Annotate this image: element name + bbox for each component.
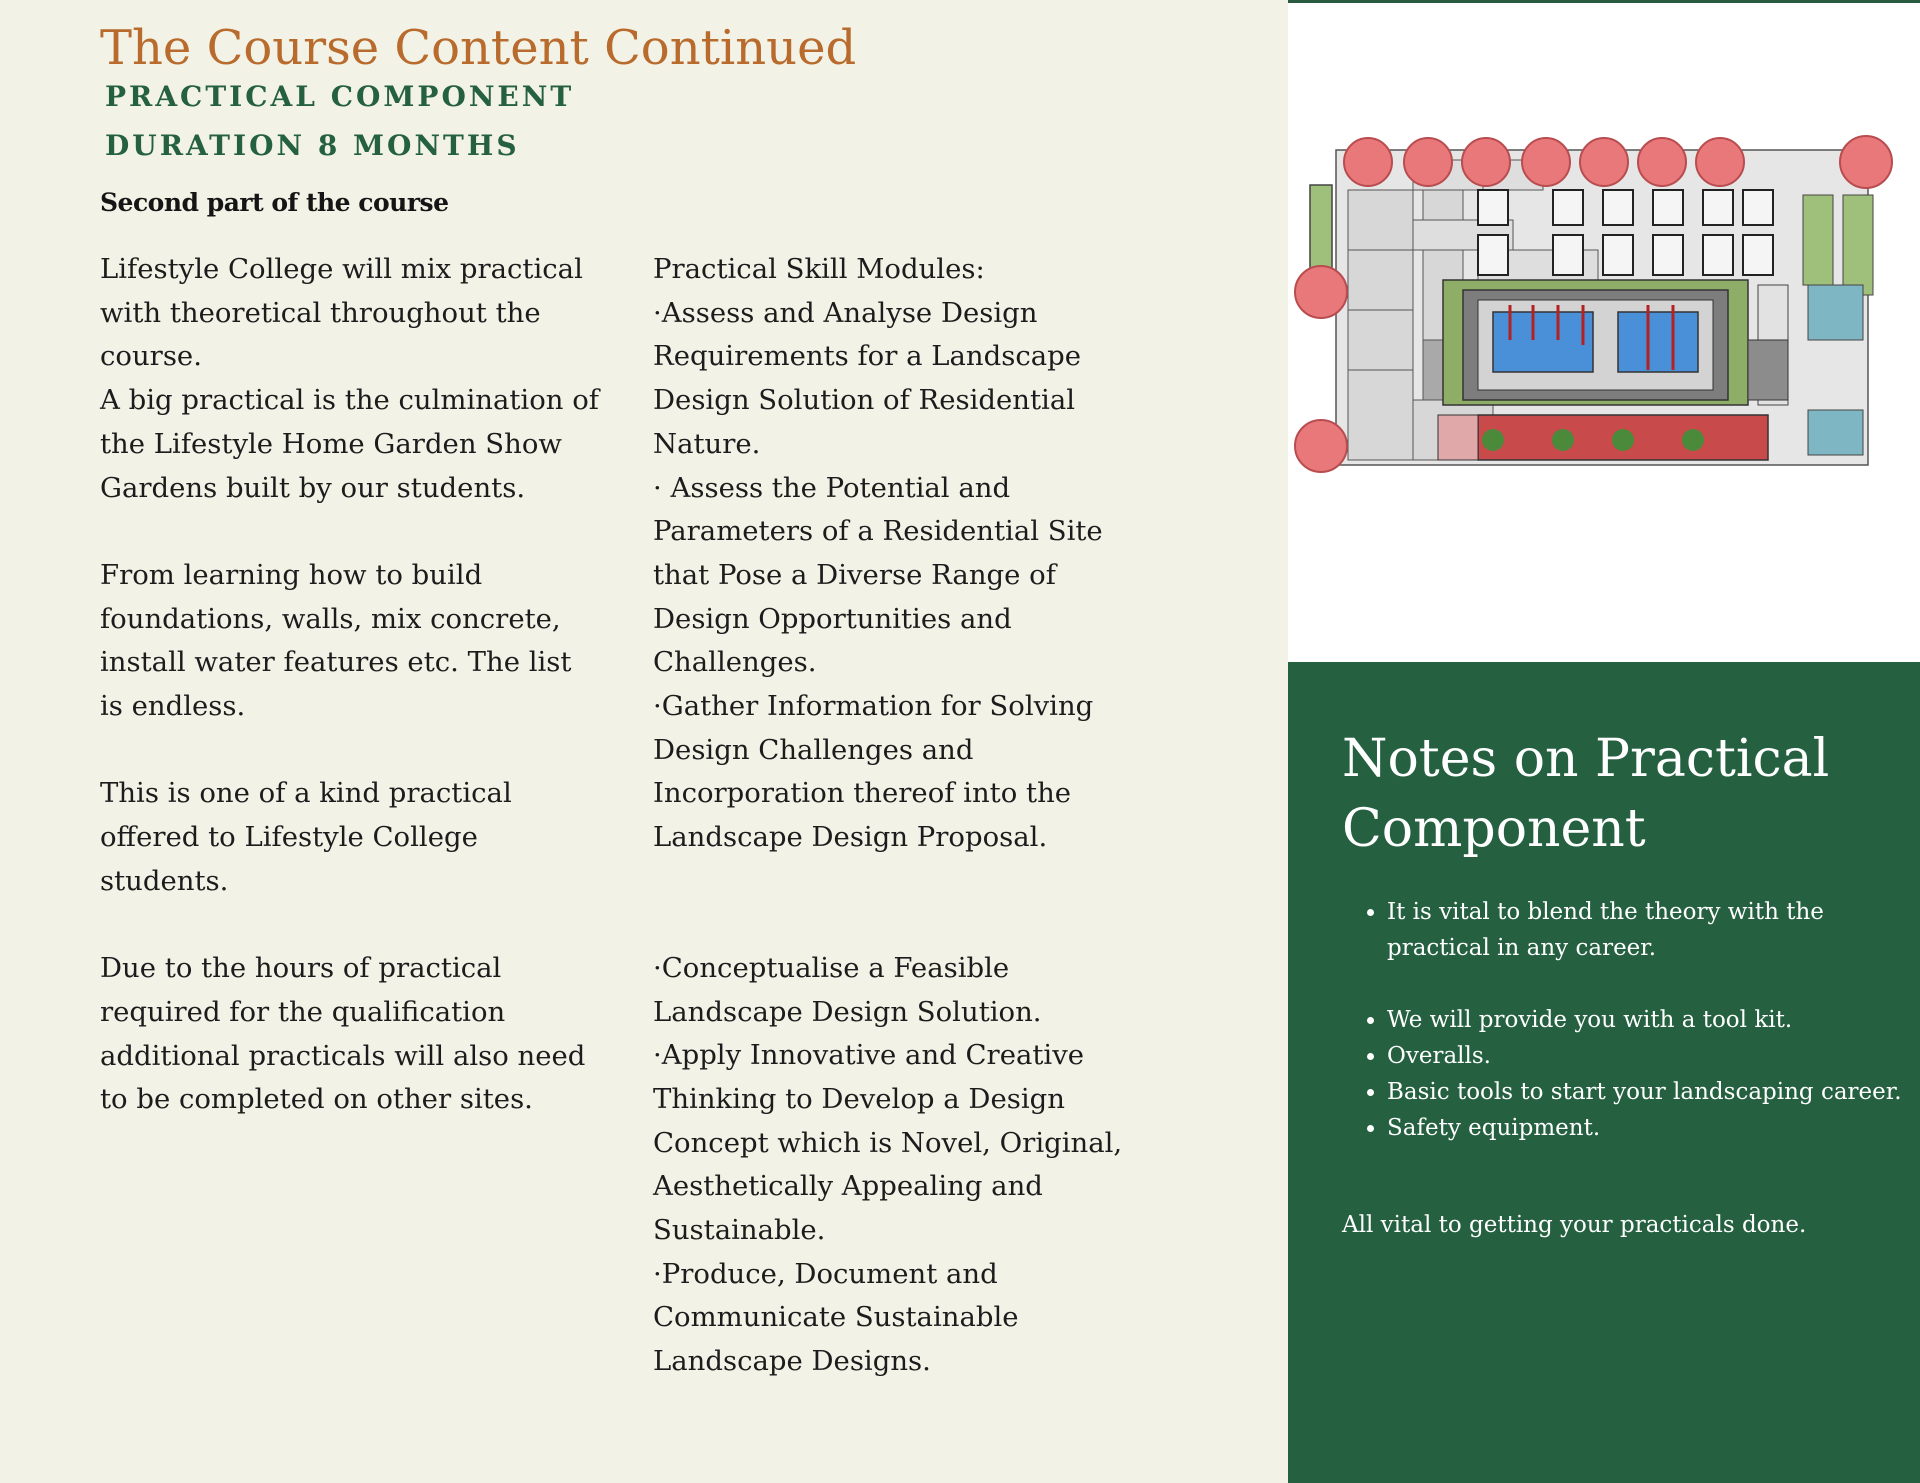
pond xyxy=(1808,285,1863,340)
module-item: · Assess the Potential and Parameters of a Residential Site that Pose a Diverse Range of Design Opportunities and Challenges. xyxy=(653,471,1103,679)
garden-plan-drawing xyxy=(1288,0,1920,662)
module-item: ·Apply Innovative and Creative Thinking to Develop a Design Concept which is Novel, Original, Aesthetically Appealing and Sustainable. xyxy=(653,1039,1123,1247)
section-label: Second part of the course xyxy=(100,188,449,217)
water-feature xyxy=(1618,312,1698,372)
module-item: ·Produce, Document and Communicate Sustainable Landscape Designs. xyxy=(653,1257,1019,1378)
list-item: • Basic tools to start your landscaping career. xyxy=(1387,1074,1907,1110)
paragraph-one-of-a-kind: This is one of a kind practical offered to Lifestyle College students. xyxy=(100,777,512,897)
notes-panel xyxy=(1288,662,1920,1483)
notes-title: Notes on Practical Component xyxy=(1342,729,1830,859)
water-feature xyxy=(1493,312,1593,372)
paragraph-mix: Lifestyle College will mix practical with theoretical throughout the course. xyxy=(100,253,583,373)
module-item: ·Assess and Analyse Design Requirements for a Landscape Design Solution of Residential Nature. xyxy=(653,296,1081,460)
notes-list xyxy=(1342,894,1907,1146)
notes-footer: All vital to getting your practicals done. xyxy=(1342,1212,1807,1238)
lawn-strip xyxy=(1803,195,1833,285)
module-item: ·Conceptualise a Feasible Landscape Design Solution. xyxy=(653,951,1042,1028)
right-text-column xyxy=(653,248,1153,1384)
page-title: The Course Content Continued xyxy=(100,20,857,76)
lawn-strip xyxy=(1843,195,1873,295)
duration-heading: DURATION 8 MONTHS xyxy=(105,129,520,162)
planting-bed xyxy=(1438,415,1478,460)
list-item: • It is vital to blend the theory with the practical in any career. xyxy=(1387,894,1907,966)
list-item: • We will provide you with a tool kit. xyxy=(1387,1002,1907,1038)
left-text-column xyxy=(100,248,600,1122)
modules-heading: Practical Skill Modules: xyxy=(653,253,985,285)
garden-plan-illustration xyxy=(1288,0,1920,662)
paragraph-show-gardens: A big practical is the culmination of the Lifestyle Home Garden Show Gardens built by our students. xyxy=(100,384,599,504)
pond xyxy=(1808,410,1863,455)
list-item: • Safety equipment. xyxy=(1387,1110,1907,1146)
list-item: • Overalls. xyxy=(1387,1038,1907,1074)
paragraph-skills: From learning how to build foundations, walls, mix concrete, install water features etc. The list is endless. xyxy=(100,558,572,723)
stone-block xyxy=(1748,340,1788,400)
module-item: ·Gather Information for Solving Design Challenges and Incorporation thereof into the Landscape Design Proposal. xyxy=(653,690,1094,854)
paragraph-additional-practicals: Due to the hours of practical required for the qualification additional practicals will also need to be completed on other sites. xyxy=(100,952,586,1116)
practical-component-heading: PRACTICAL COMPONENT xyxy=(105,80,575,113)
